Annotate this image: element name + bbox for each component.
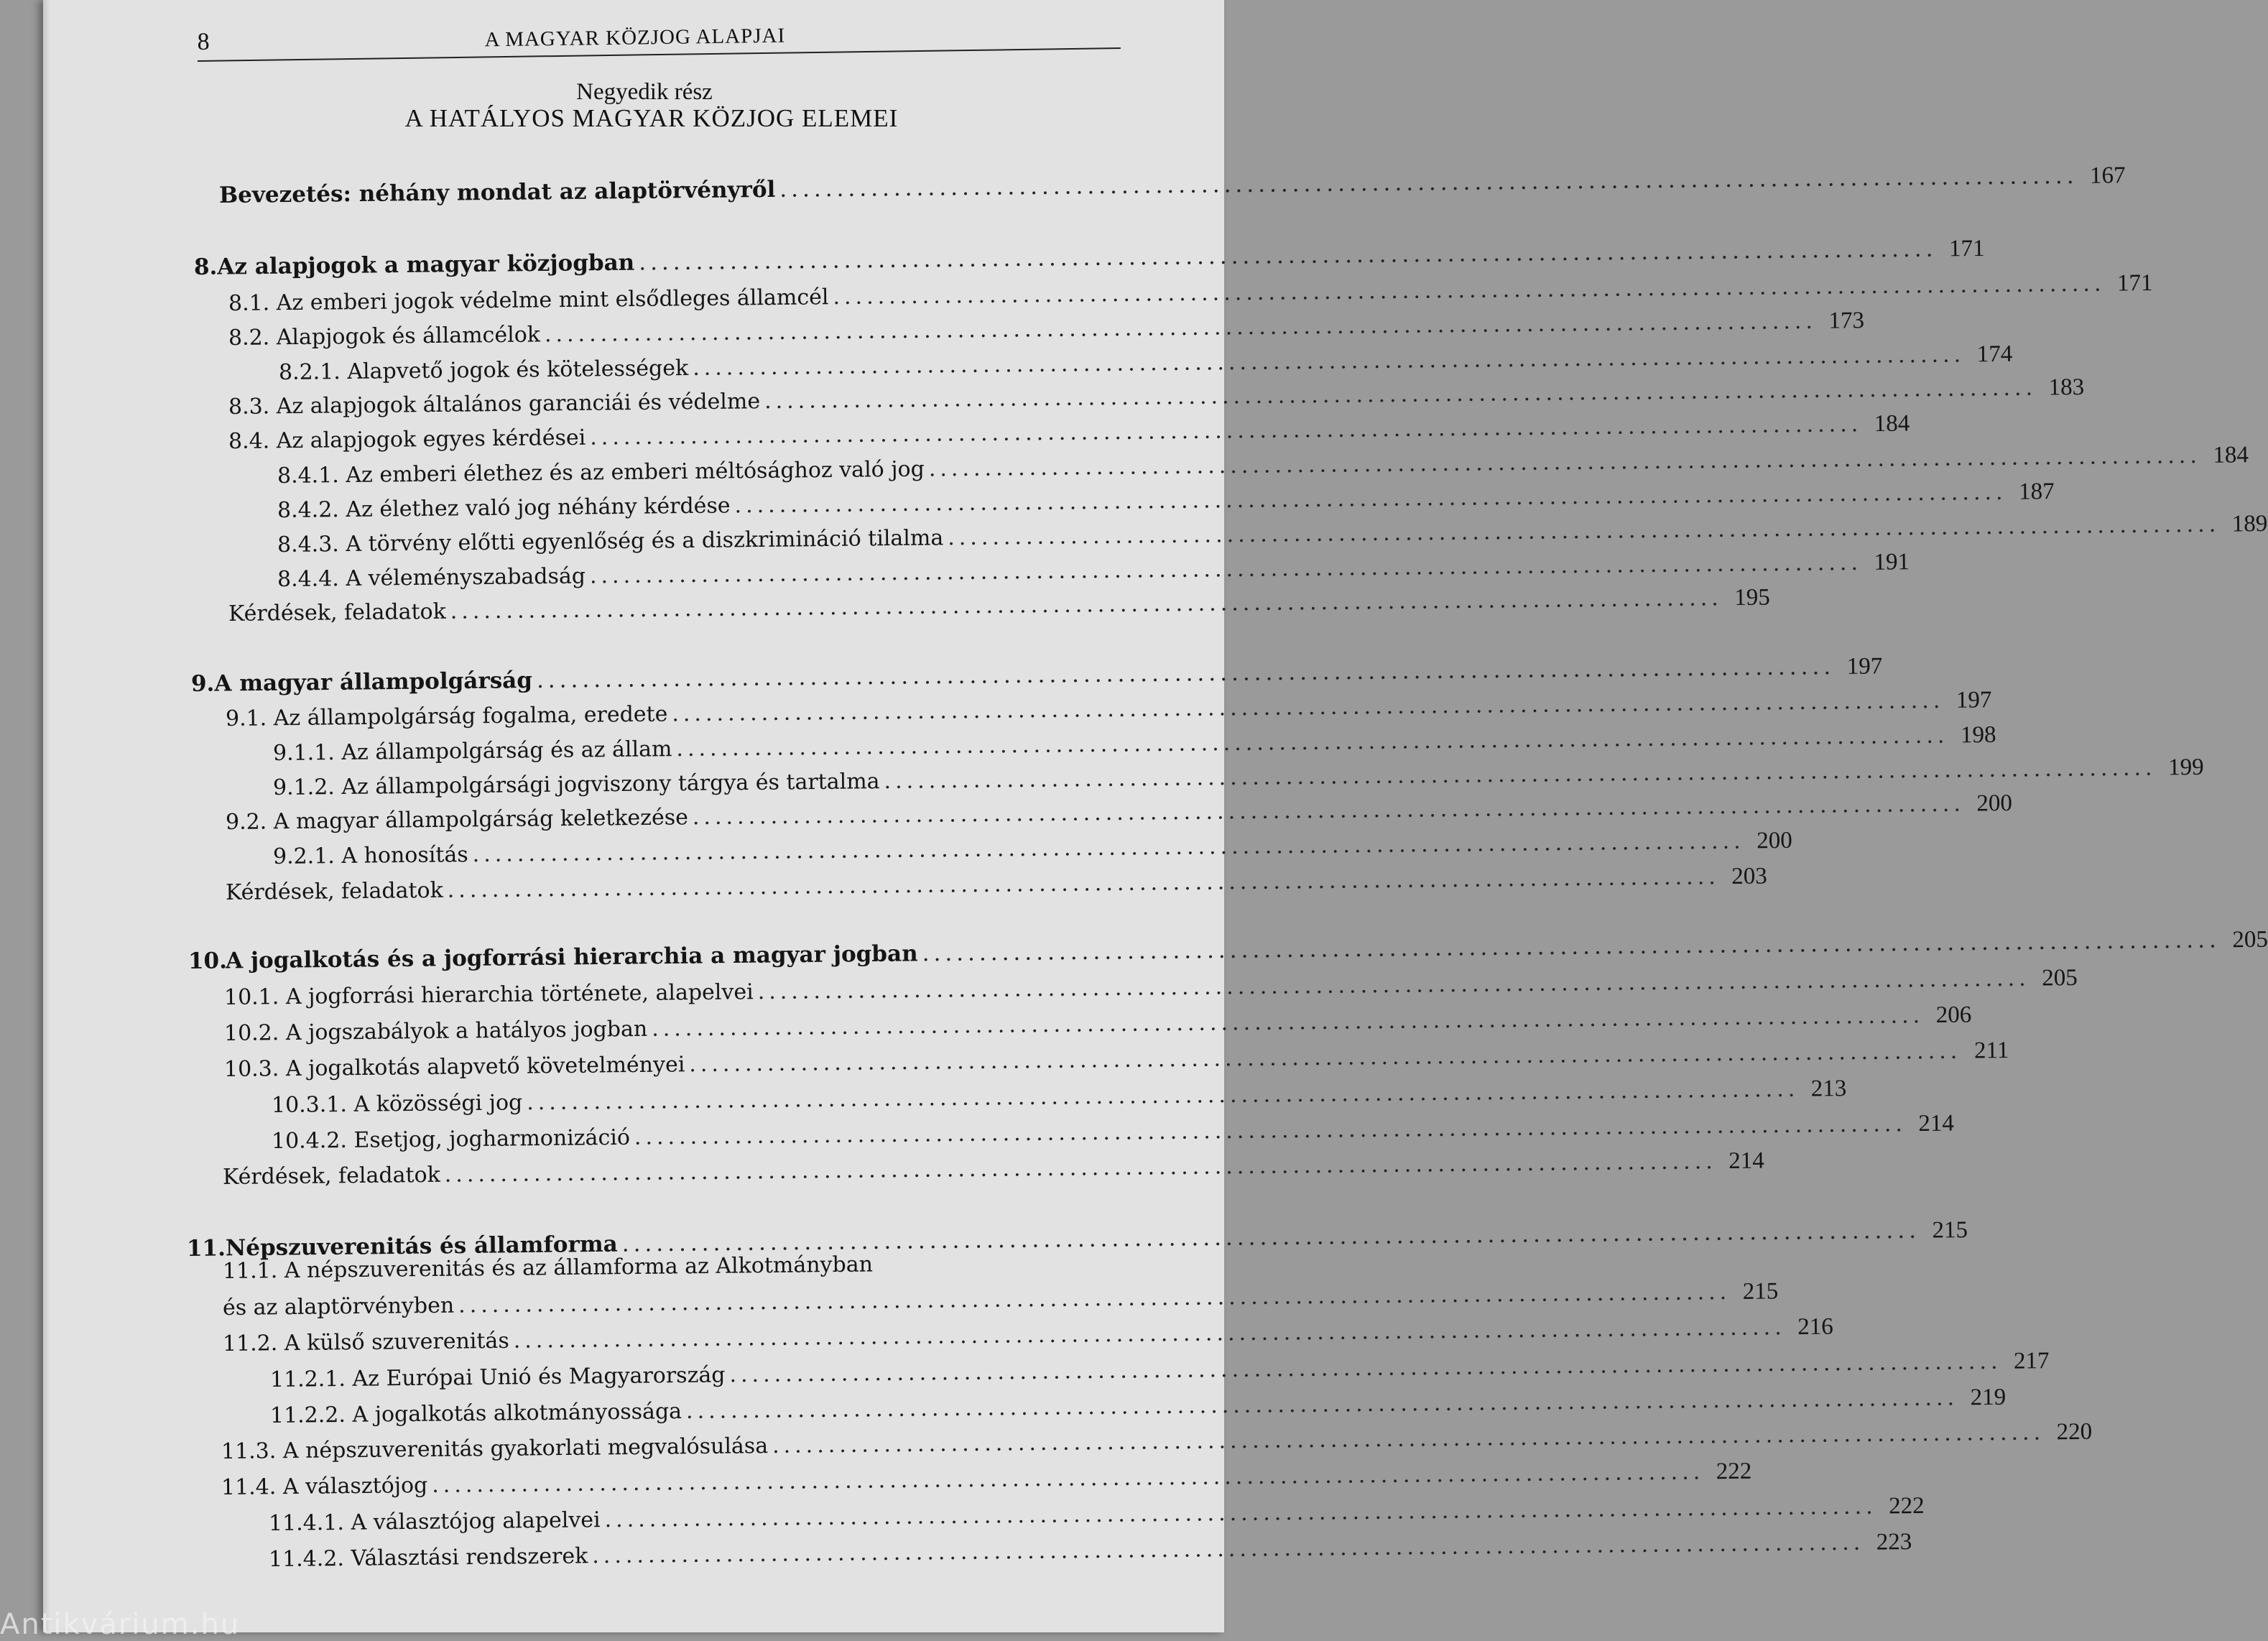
toc-subsection: 11.4.1. A választójog alapelvei .................................................................................................................. 222 bbox=[268, 1492, 1925, 1536]
toc-section: 11.3. A népszuverenitás gyakorlati megvalósulása .................................................................................................................. 220 bbox=[221, 1418, 2093, 1464]
toc-section: 9.2. A magyar állampolgárság keletkezése .................................................................................................................. 200 bbox=[225, 790, 2013, 835]
toc-subsection: 10.4.2. Esetjog, jogharmonizáció .................................................................................................................. 214 bbox=[271, 1110, 1955, 1154]
running-title: A MAGYAR KÖZJOG ALAPJAI bbox=[484, 24, 786, 52]
toc-section-wrapped: 11.1. A népszuverenitás és az államforma az Alkotmányban bbox=[222, 1252, 874, 1284]
toc-section: 8.2. Alapjogok és államcélok .................................................................................................................. 173 bbox=[228, 308, 1865, 351]
toc-section-continuation: és az alaptörvényben .................................................................................................................. 215 bbox=[222, 1278, 1779, 1321]
toc-section: 8.4. Az alapjogok egyes kérdései .................................................................................................................. 184 bbox=[228, 410, 1910, 454]
toc-chapter: 9. A magyar állampolgárság .................................................................................................................. 197 bbox=[190, 653, 1883, 697]
toc-questions: Kérdések, feladatok .................................................................................................................. 195 bbox=[228, 584, 1770, 627]
toc-subsection: 11.2.2. A jogalkotás alkotmányossága .................................................................................................................. 219 bbox=[269, 1384, 2007, 1428]
toc-subsection: 8.4.4. A véleményszabadság .................................................................................................................. 191 bbox=[277, 549, 1910, 592]
toc-section: 8.3. Az alapjogok általános garanciái és védelme .................................................................................................................. 183 bbox=[228, 374, 2085, 420]
toc-subsection: 8.4.1. Az emberi élethez és az emberi méltósághoz való jog .................................................................................................................. 184 bbox=[277, 442, 2249, 489]
toc-chapter: 10. A jogalkotás és a jogforrási hierarchia a magyar jogban .................................................................................................................. 205 bbox=[188, 926, 2268, 974]
toc-chapter: 8. Az alapjogok a magyar közjogban .................................................................................................................. 171 bbox=[193, 235, 1985, 280]
toc-subsection: 11.2.1. Az Európai Unió és Magyarország .................................................................................................................. 217 bbox=[269, 1348, 2050, 1392]
toc-entry: Bevezetés: néhány mondat az alaptörvényről .................................................................................................................. 167 bbox=[218, 162, 2126, 208]
toc-questions: Kérdések, feladatok .................................................................................................................. 203 bbox=[225, 863, 1767, 905]
toc-subsection: 8.2.1. Alapvető jogok és kötelességek .................................................................................................................. 174 bbox=[278, 341, 2013, 385]
toc-chapter: 11. Népszuverenitás és államforma .................................................................................................................. 215 bbox=[186, 1217, 1968, 1262]
toc-section: 11.2. A külső szuverenitás .................................................................................................................. 216 bbox=[222, 1313, 1833, 1356]
toc-subsection: 8.4.3. A törvény előtti egyenlőség és a diszkrimináció tilalma .................................................................................................................. 189 bbox=[277, 510, 2268, 558]
toc-section: 10.3. A jogalkotás alapvető követelményei .................................................................................................................. 211 bbox=[223, 1037, 2009, 1082]
toc-subsection: 8.4.2. Az élethez való jog néhány kérdése .................................................................................................................. 187 bbox=[277, 479, 2055, 523]
toc-subsection: 9.1.1. Az állampolgárság és az állam .................................................................................................................. 198 bbox=[272, 721, 1996, 766]
part-title: A HATÁLYOS MAGYAR KÖZJOG ELEMEI bbox=[404, 104, 899, 132]
toc-section: 11.4. A választójog .................................................................................................................. 222 bbox=[221, 1458, 1752, 1500]
toc-section: 10.2. A jogszabályok a hatályos jogban .................................................................................................................. 206 bbox=[223, 1002, 1972, 1046]
toc-subsection: 11.4.2. Választási rendszerek .................................................................................................................. 223 bbox=[268, 1529, 1912, 1572]
watermark: Antikvárium.hu bbox=[0, 1608, 241, 1641]
toc-subsection: 10.3.1. A közösségi jog .................................................................................................................. 213 bbox=[271, 1076, 1847, 1118]
toc-questions: Kérdések, feladatok .................................................................................................................. 214 bbox=[222, 1147, 1764, 1190]
toc-section: 9.1. Az állampolgárság fogalma, eredete .................................................................................................................. 197 bbox=[225, 687, 1992, 731]
toc-section: 8.1. Az emberi jogok védelme mint elsődleges államcél .................................................................................................................. 171 bbox=[228, 269, 2153, 316]
toc-subsection: 9.2.1. A honosítás .................................................................................................................. 200 bbox=[272, 827, 1792, 869]
part-label: Negyedik rész bbox=[576, 79, 713, 105]
page-number: 8 bbox=[197, 28, 210, 56]
toc-section: 10.1. A jogforrási hierarchia története, alapelvei .................................................................................................................. 205 bbox=[223, 964, 2078, 1010]
toc-subsection: 9.1.2. Az állampolgársági jogviszony tárgya és tartalma .................................................................................................................. 199 bbox=[272, 754, 2204, 800]
